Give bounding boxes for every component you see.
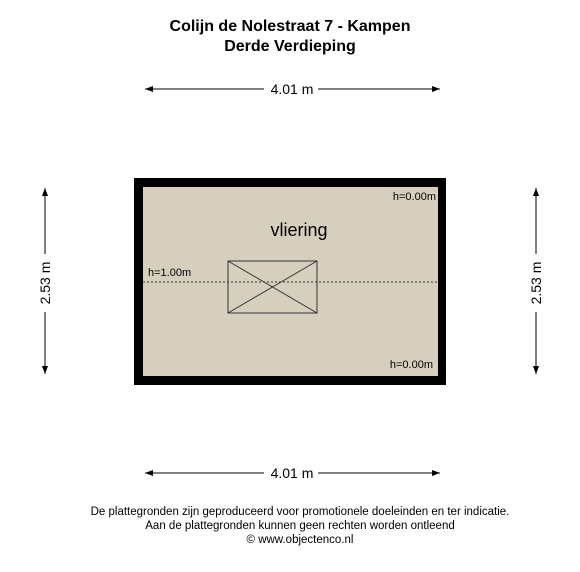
- height-label-middle: h=1.00m: [148, 267, 192, 279]
- dimension-top: [145, 81, 440, 97]
- height-label-bottom-right: h=0.00m: [389, 359, 433, 371]
- plan-title: Colijn de Nolestraat 7 - Kampen: [169, 18, 411, 35]
- disclaimer-line-2: Aan de plattegronden kunnen geen rechten worden ontleend: [145, 520, 455, 532]
- disclaimer-line-1: De plattegronden zijn geproduceerd voor promotionele doeleinden en ter indicatie.: [90, 506, 510, 518]
- dimension-bottom: [145, 465, 440, 481]
- dimension-top-label: 4.01 m: [270, 81, 314, 97]
- dimension-left: [37, 188, 53, 374]
- copyright-line: © www.objectenco.nl: [246, 534, 354, 546]
- dimension-bottom-label: 4.01 m: [270, 465, 314, 481]
- height-label-top-right: h=0.00m: [392, 191, 436, 203]
- room-name-label: vliering: [270, 220, 328, 240]
- dimension-right-label: 2.53 m: [528, 261, 544, 305]
- floor-name: Derde Verdieping: [224, 38, 356, 55]
- dimension-right: [528, 188, 544, 374]
- dimension-left-label: 2.53 m: [37, 261, 53, 305]
